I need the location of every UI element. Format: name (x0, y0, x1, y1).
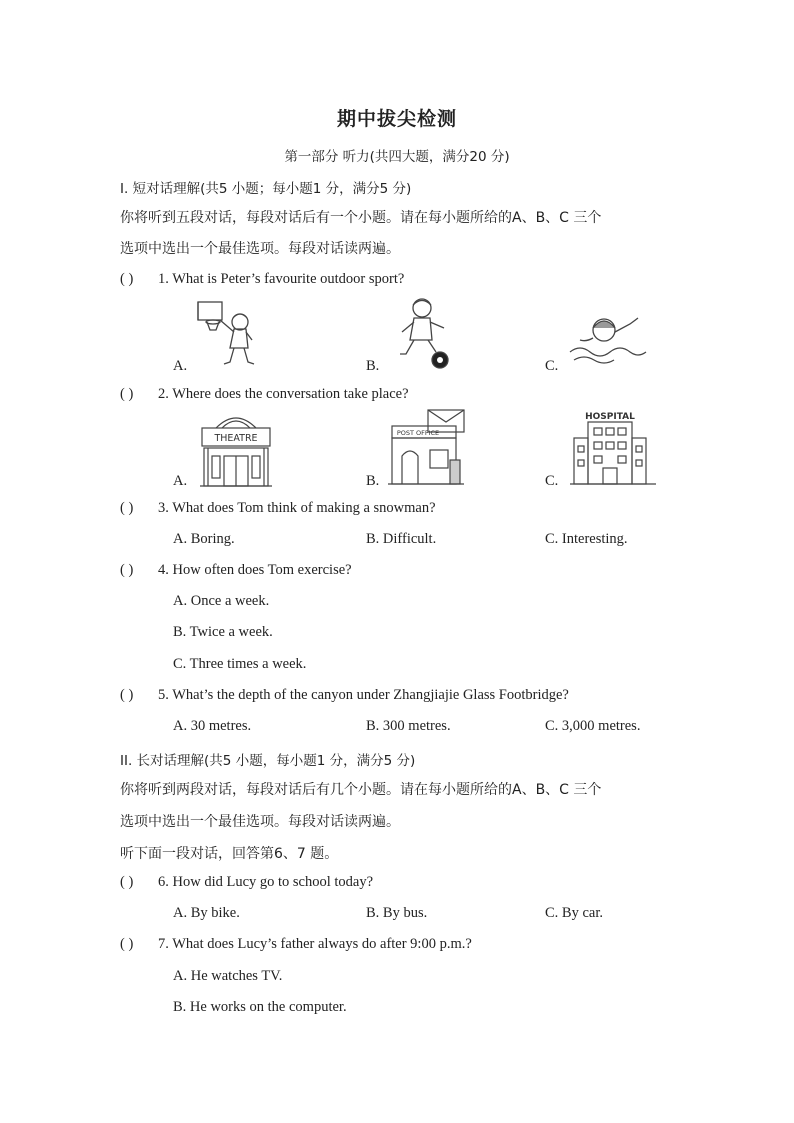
question-1 (120, 271, 404, 288)
hospital-building-icon (570, 408, 660, 488)
option-b: B. By bus. (366, 905, 428, 921)
theatre-building-icon (198, 408, 274, 488)
post-office-building-icon (388, 408, 468, 488)
option-b: B. Difficult. (366, 531, 437, 547)
answer-blank[interactable]: ( ) (120, 271, 134, 287)
option-c: C. Three times a week. (173, 656, 307, 672)
question-text: 6. How did Lucy go to school today? (158, 874, 374, 890)
option-a-label: A. (173, 473, 188, 489)
section-1-heading: I. 短对话理解(共5 小题；每小题1 分，满分5 分) (120, 181, 412, 197)
section-2-instruction-line3: 听下面一段对话，回答第6、7 题。 (120, 846, 339, 862)
question-text: 2. Where does the conversation take place? (158, 386, 409, 402)
option-b-label: B. (366, 358, 380, 374)
post-office-sign: POST OFFICE (396, 429, 440, 437)
basketball-player-icon (196, 298, 262, 368)
option-a: A. He watches TV. (173, 968, 283, 984)
option-c: C. 3,000 metres. (545, 718, 641, 734)
option-a: A. 30 metres. (173, 718, 252, 734)
section-2-instruction-line1: 你将听到两段对话，每段对话后有几个小题。请在每小题所给的A、B、C 三个 (120, 782, 602, 798)
question-text: 1. What is Peter’s favourite outdoor sport? (158, 271, 405, 287)
option-a-label: A. (173, 358, 188, 374)
option-c-label: C. (545, 473, 559, 489)
answer-blank[interactable]: ( ) (120, 687, 134, 703)
question-7 (120, 936, 472, 953)
swimmer-icon (568, 308, 648, 368)
question-text: 3. What does Tom think of making a snowman? (158, 500, 436, 516)
soccer-player-icon (398, 296, 458, 370)
option-b: B. 300 metres. (366, 718, 451, 734)
section-1-instruction-line2: 选项中选出一个最佳选项。每段对话读两遍。 (120, 241, 400, 257)
question-text: 5. What’s the depth of the canyon under Zhangjiajie Glass Footbridge? (158, 687, 569, 703)
section-2-instruction-line2: 选项中选出一个最佳选项。每段对话读两遍。 (120, 814, 400, 830)
answer-blank[interactable]: ( ) (120, 500, 134, 516)
answer-blank[interactable]: ( ) (120, 386, 134, 402)
page-title: 期中拔尖检测 (336, 108, 457, 130)
question-2 (120, 386, 409, 403)
section-2-heading: II. 长对话理解(共5 小题，每小题1 分，满分5 分) (120, 753, 416, 769)
theatre-sign: THEATRE (214, 433, 258, 444)
option-b-label: B. (366, 473, 380, 489)
question-6 (120, 874, 373, 891)
question-3 (120, 500, 436, 517)
answer-blank[interactable]: ( ) (120, 936, 134, 952)
hospital-sign: HOSPITAL (585, 412, 635, 422)
question-text: 7. What does Lucy’s father always do after 9:00 p.m.? (158, 936, 472, 952)
option-c: C. Interesting. (545, 531, 628, 547)
part-heading: 第一部分 听力(共四大题，满分20 分) (284, 149, 510, 165)
question-4 (120, 562, 352, 579)
option-b: B. Twice a week. (173, 624, 273, 640)
question-5 (120, 687, 569, 704)
option-b: B. He works on the computer. (173, 999, 347, 1015)
question-text: 4. How often does Tom exercise? (158, 562, 352, 578)
option-c-label: C. (545, 358, 559, 374)
section-1-instruction-line1: 你将听到五段对话，每段对话后有一个小题。请在每小题所给的A、B、C 三个 (120, 210, 602, 226)
option-a: A. Once a week. (173, 593, 270, 609)
answer-blank[interactable]: ( ) (120, 562, 134, 578)
option-a: A. By bike. (173, 905, 240, 921)
option-a: A. Boring. (173, 531, 235, 547)
option-c: C. By car. (545, 905, 603, 921)
answer-blank[interactable]: ( ) (120, 874, 134, 890)
